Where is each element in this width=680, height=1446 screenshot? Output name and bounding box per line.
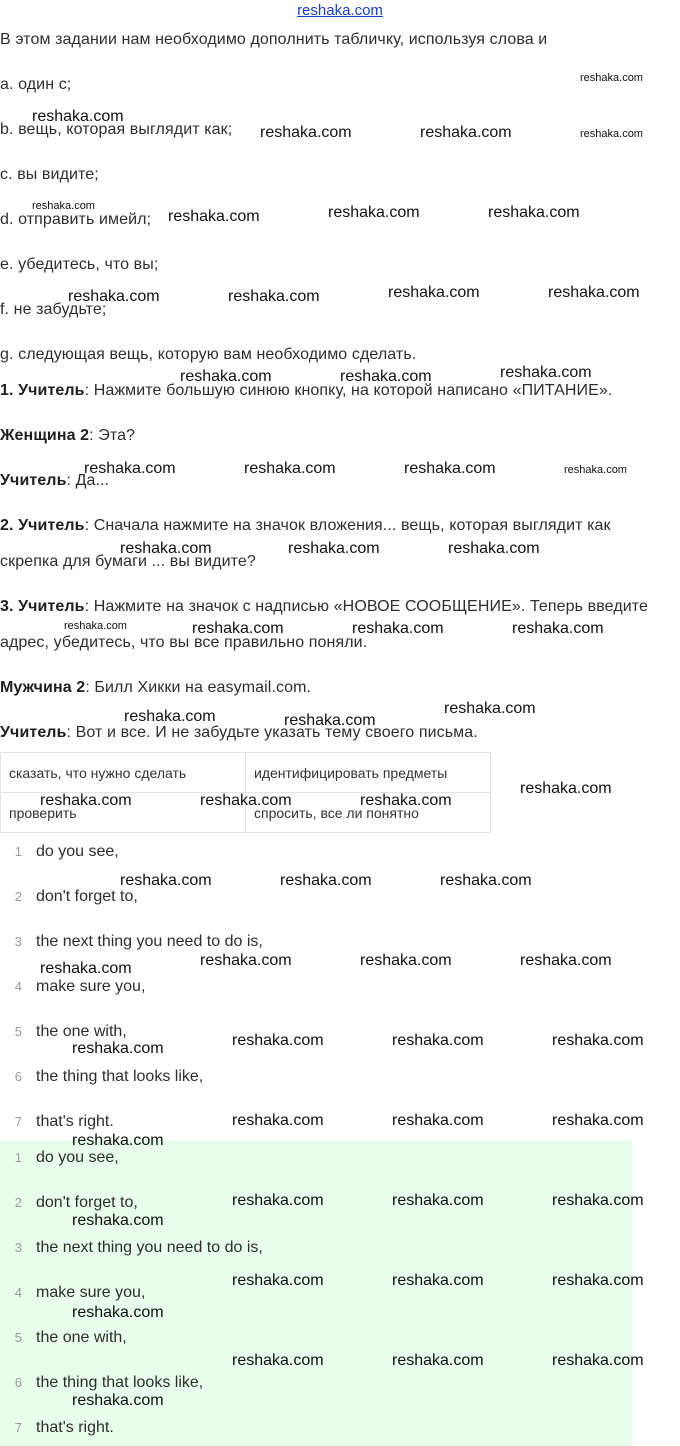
watermark: reshaka.com [392,1032,484,1049]
watermark: reshaka.com [360,792,452,809]
watermark: reshaka.com [32,108,124,125]
watermark: reshaka.com [500,364,592,381]
watermark: reshaka.com [552,1032,644,1049]
watermark: reshaka.com [288,540,380,557]
watermark: reshaka.com [392,1192,484,1209]
watermark: reshaka.com [72,1392,164,1409]
dialogue-line-4 [0,517,611,535]
dialogue-line-7 [0,724,478,742]
watermark: reshaka.com [72,1132,164,1149]
watermark: reshaka.com [124,708,216,725]
watermark: reshaka.com [72,1304,164,1321]
watermark: reshaka.com [200,792,292,809]
utterance: : Сначала нажмите на значок вложения... вещь, которая выглядит как [84,517,611,534]
watermark: reshaka.com [72,1212,164,1229]
table-cell: сказать, что нужно сделать [1,753,246,793]
list-item: 7 that's right. [14,1419,114,1436]
watermark: reshaka.com [564,464,627,476]
watermark: reshaka.com [260,124,352,141]
phrase-f: f. не забудьте; [0,301,107,318]
watermark: reshaka.com [440,872,532,889]
watermark: reshaka.com [580,128,643,140]
watermark: reshaka.com [552,1272,644,1289]
utterance: : Нажмите большую синюю кнопку, на которой написано «ПИТАНИЕ». [84,382,613,399]
watermark: reshaka.com [420,124,512,141]
watermark: reshaka.com [488,204,580,221]
dialogue-line-5 [0,598,648,616]
watermark: reshaka.com [392,1272,484,1289]
list-item: 4 make sure you, [14,978,146,995]
dialogue-line-1 [0,382,612,400]
watermark: reshaka.com [68,288,160,305]
list-item: 7 that's right. [14,1113,114,1130]
speaker: Женщина 2 [0,427,90,444]
watermark: reshaka.com [40,792,132,809]
watermark: reshaka.com [520,780,612,797]
watermark: reshaka.com [352,620,444,637]
utterance: : Нажмите на значок с надписью «НОВОЕ СООБЩЕНИЕ». Теперь введите [84,598,649,615]
phrase-b: b. вещь, которая выглядит как; [0,121,233,138]
utterance: : Эта? [89,427,136,444]
watermark: reshaka.com [280,872,372,889]
dialogue-line-4-cont: скрепка для бумаги ... вы видите? [0,553,256,570]
table-cell: проверить [1,793,246,833]
phrase-a: a. один с; [0,76,72,93]
watermark: reshaka.com [552,1352,644,1369]
speaker: Мужчина 2 [0,679,86,696]
utterance: : Да... [66,472,110,489]
watermark: reshaka.com [360,952,452,969]
watermark: reshaka.com [232,1032,324,1049]
watermark: reshaka.com [552,1192,644,1209]
speaker: Учитель [0,472,67,489]
intro-text: В этом задании нам необходимо дополнить табличку, используя слова и [0,31,548,48]
dialogue-line-6 [0,679,311,697]
watermark: reshaka.com [120,872,212,889]
list-item: 4 make sure you, [14,1284,146,1301]
watermark: reshaka.com [512,620,604,637]
watermark: reshaka.com [168,208,260,225]
dialogue-line-5-cont: адрес, убедитесь, что вы все правильно поняли. [0,634,368,651]
table-row [1,753,491,793]
list-item: 3 the next thing you need to do is, [14,1239,263,1256]
watermark: reshaka.com [232,1272,324,1289]
watermark: reshaka.com [244,460,336,477]
watermark: reshaka.com [284,712,376,729]
list-item: 1 do you see, [14,843,119,860]
watermark: reshaka.com [580,72,643,84]
list-item: 2 don't forget to, [14,1194,138,1211]
watermark: reshaka.com [448,540,540,557]
watermark: reshaka.com [72,1040,164,1057]
watermark: reshaka.com [232,1192,324,1209]
speaker: 3. Учитель [0,598,85,615]
watermark: reshaka.com [84,460,176,477]
phrase-d: d. отправить имейл; [0,211,152,228]
phrase-g: g. следующая вещь, которую вам необходимо сделать. [0,346,417,363]
list-item: 5 the one with, [14,1023,127,1040]
watermark: reshaka.com [64,620,127,632]
phrase-e: e. убедитесь, что вы; [0,256,159,273]
speaker: 2. Учитель [0,517,85,534]
list-item: 3 the next thing you need to do is, [14,933,263,950]
watermark: reshaka.com [520,952,612,969]
site-title-link[interactable]: reshaka.com [297,2,383,19]
watermark: reshaka.com [232,1352,324,1369]
list-item: 5 the one with, [14,1329,127,1346]
watermark: reshaka.com [328,204,420,221]
watermark: reshaka.com [444,700,536,717]
watermark: reshaka.com [228,288,320,305]
watermark: reshaka.com [392,1352,484,1369]
watermark: reshaka.com [232,1112,324,1129]
watermark: reshaka.com [192,620,284,637]
table-cell: идентифицировать предметы [246,753,491,793]
watermark: reshaka.com [120,540,212,557]
watermark: reshaka.com [404,460,496,477]
list-item: 1 do you see, [14,1149,119,1166]
dialogue-line-2 [0,427,135,445]
table-cell: спросить, все ли понятно [246,793,491,833]
list-item: 6 the thing that looks like, [14,1068,204,1085]
list-item: 2 don't forget to, [14,888,138,905]
speaker: Учитель [0,724,67,741]
watermark: reshaka.com [552,1112,644,1129]
phrase-c: c. вы видите; [0,166,99,183]
watermark: reshaka.com [32,200,95,212]
list-item: 6 the thing that looks like, [14,1374,204,1391]
watermark: reshaka.com [392,1112,484,1129]
watermark: reshaka.com [40,960,132,977]
utterance: : Билл Хикки на easymail.com. [85,679,312,696]
watermark: reshaka.com [180,368,272,385]
watermark: reshaka.com [548,284,640,301]
utterance: : Вот и все. И не забудьте указать тему своего письма. [66,724,478,741]
speaker: 1. Учитель [0,382,85,399]
watermark: reshaka.com [388,284,480,301]
watermark: reshaka.com [200,952,292,969]
watermark: reshaka.com [340,368,432,385]
